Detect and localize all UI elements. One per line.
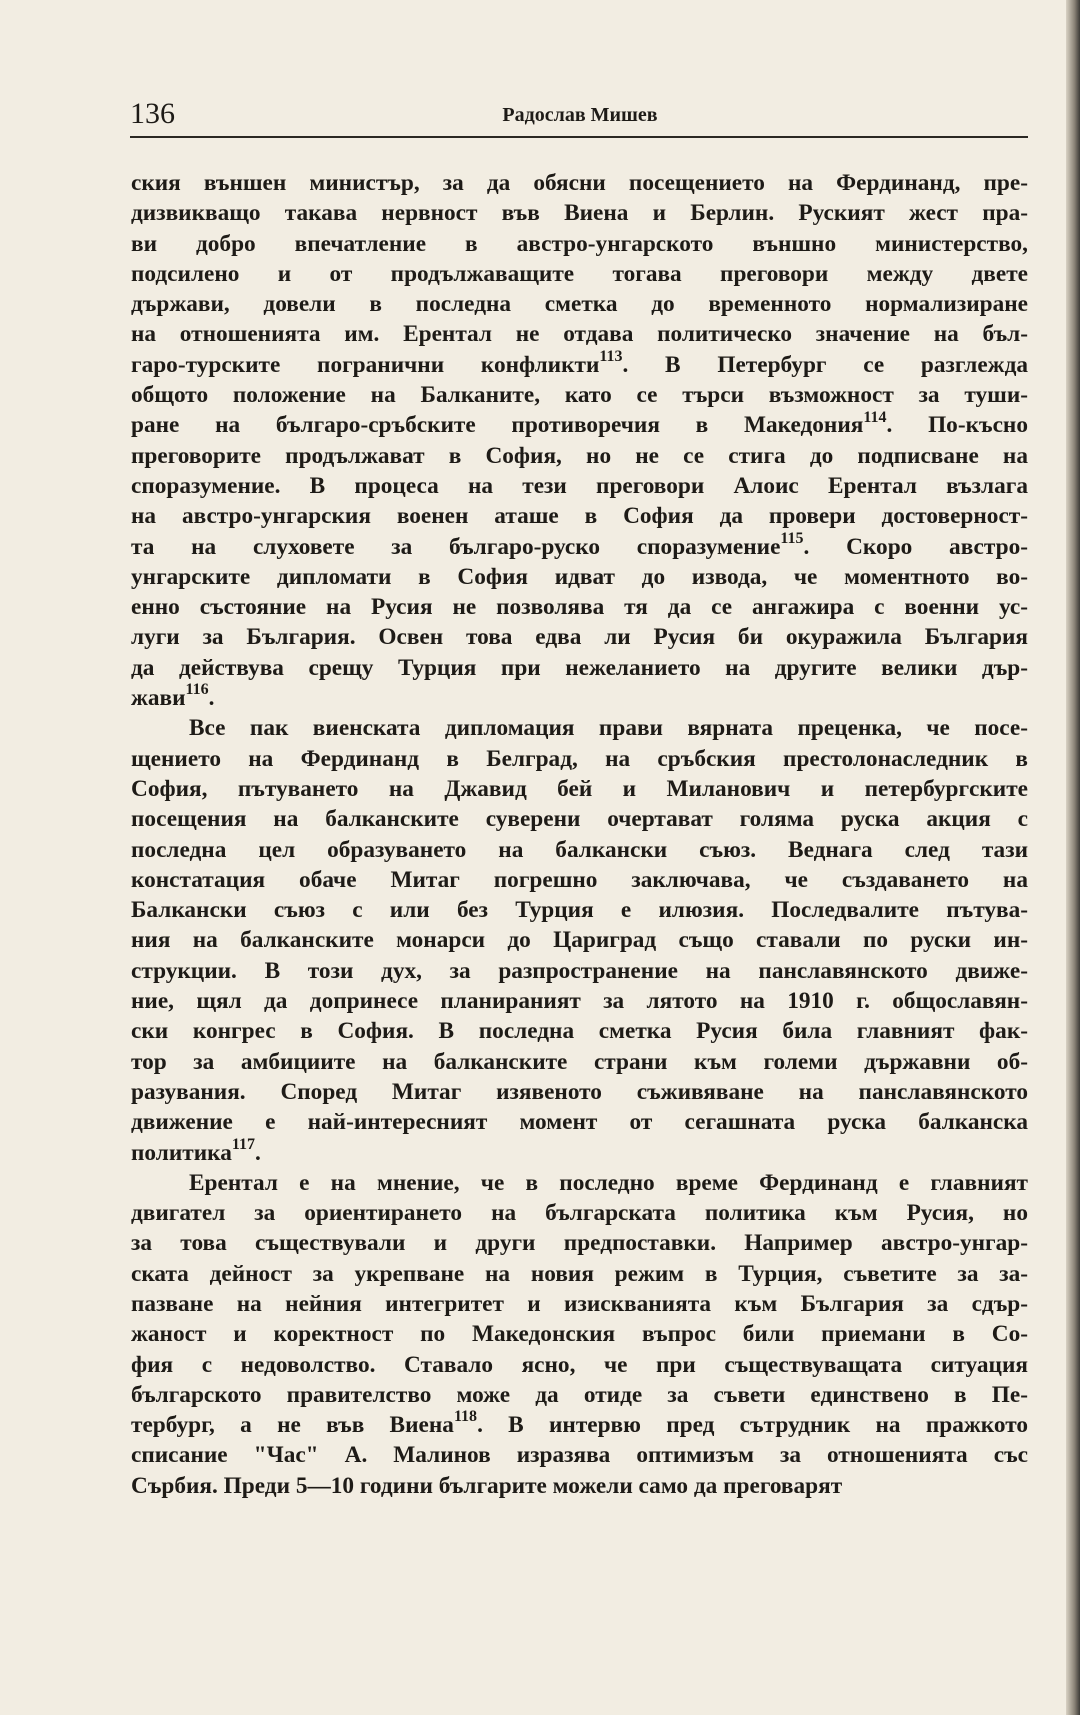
line-text-continued: . bbox=[254, 1139, 261, 1166]
line-text: дизвикващо такава нервност във Виена и Берлин. Руският жест пра- bbox=[131, 200, 1028, 227]
line-text: списание "Час" А. Малинов изразява оптимизъм за отношенията със bbox=[131, 1442, 1028, 1469]
text-line bbox=[131, 1168, 1028, 1198]
line-text: унгарските дипломати в София идват до извода, че моментното во- bbox=[131, 563, 1028, 590]
line-text: та на слуховете за българо-руско споразумение bbox=[131, 533, 781, 560]
text-line bbox=[131, 1228, 1028, 1258]
text-line bbox=[131, 774, 1028, 804]
line-text: тор за амбициите на балканските страни към големи държавни об- bbox=[131, 1048, 1028, 1075]
text-line bbox=[131, 653, 1028, 683]
line-text: гаро-турските погранични конфликти bbox=[131, 351, 600, 378]
text-line bbox=[131, 259, 1028, 289]
text-line bbox=[131, 1107, 1028, 1137]
text-line bbox=[131, 1259, 1028, 1289]
paragraph bbox=[131, 713, 1028, 1167]
footnote-marker: 114 bbox=[863, 408, 887, 426]
line-text: жаност и коректност по Македонския въпрос били приемани в Со- bbox=[131, 1321, 1028, 1348]
line-text: тербург, а не във Виена bbox=[131, 1412, 454, 1439]
text-line bbox=[131, 804, 1028, 834]
footnote-marker: 116 bbox=[185, 681, 209, 699]
line-text: подсилено и от продължаващите тогава преговори между двете bbox=[131, 260, 1028, 287]
paragraph bbox=[131, 1168, 1028, 1501]
page-number: 136 bbox=[130, 97, 175, 130]
line-text: на австро-унгарския военен аташе в София да провери достоверност- bbox=[131, 503, 1028, 530]
line-text: ви добро впечатление в австро-унгарското външно министерство, bbox=[131, 230, 1028, 257]
text-line bbox=[131, 471, 1028, 501]
page-header bbox=[130, 96, 1030, 136]
line-text: разувания. Според Митаг изявеното съживяване на панславянското bbox=[131, 1078, 1028, 1105]
text-line bbox=[131, 1350, 1028, 1380]
line-text: споразумение. В процеса на тези преговори Алоис Ерентал възлага bbox=[131, 472, 1028, 499]
line-text-continued: . bbox=[208, 685, 215, 712]
page-edge-shadow bbox=[1066, 0, 1080, 1715]
line-text: преговорите продължават в София, но не се стига до подписване на bbox=[131, 442, 1028, 469]
footnote-marker: 118 bbox=[453, 1408, 478, 1426]
text-line bbox=[131, 289, 1028, 319]
text-line bbox=[131, 562, 1028, 592]
text-line bbox=[131, 1047, 1028, 1077]
text-line bbox=[131, 1380, 1028, 1410]
line-text: за това съществували и други предпоставки. Например австро-унгар- bbox=[131, 1230, 1028, 1257]
line-text: Все пак виенската дипломация прави вярната преценка, че посе- bbox=[189, 715, 1028, 742]
line-text: енно състояние на Русия не позволява тя да се ангажира с военни ус- bbox=[131, 594, 1028, 621]
line-text: пазване на нейния интегритет и изискванията към България за сдър- bbox=[131, 1290, 1028, 1317]
line-text-continued: . По-късно bbox=[886, 412, 1029, 439]
line-text: щението на Фердинанд в Белград, на сръбския престолонаследник в bbox=[131, 745, 1028, 772]
text-line bbox=[131, 683, 1028, 713]
text-line bbox=[131, 441, 1028, 471]
line-text: на отношенията им. Ерентал не отдава политическо значение на бъл- bbox=[131, 321, 1028, 348]
footnote-marker: 115 bbox=[780, 529, 804, 547]
line-text: ране на българо-сръбските противоречия в Македония bbox=[131, 412, 864, 439]
body-text bbox=[131, 168, 1028, 1501]
line-text: двигател за ориентирането на българската политика към Русия, но bbox=[131, 1200, 1028, 1227]
text-line bbox=[131, 865, 1028, 895]
line-text: последна цел образуването на балкански съюз. Веднага след тази bbox=[131, 836, 1028, 863]
text-line bbox=[131, 501, 1028, 531]
text-line bbox=[131, 835, 1028, 865]
text-line bbox=[131, 744, 1028, 774]
line-text: ската дейност за укрепване на новия режим в Турция, съветите за за- bbox=[131, 1260, 1028, 1287]
line-text: Балкански съюз с или без Турция е илюзия. Последвалите пътува- bbox=[131, 897, 1028, 924]
text-line bbox=[131, 1289, 1028, 1319]
text-line bbox=[131, 380, 1028, 410]
text-line bbox=[131, 350, 1028, 380]
line-text: Ерентал е на мнение, че в последно време Фердинанд е главният bbox=[189, 1169, 1028, 1196]
text-line bbox=[131, 713, 1028, 743]
line-text: държави, довели в последна сметка до временното нормализиране bbox=[131, 291, 1028, 318]
line-text-continued: . В интервю пред сътрудник на пражкото bbox=[477, 1412, 1028, 1439]
line-text-continued: . Скоро австро- bbox=[803, 533, 1028, 560]
line-text: Сърбия. Преди 5—10 години българите можели само да преговарят bbox=[131, 1472, 843, 1499]
line-text: общото положение на Балканите, като се търси възможност за туши- bbox=[131, 382, 1028, 409]
line-text: ние, щял да допринесе планираният за лятото на 1910 г. общославян- bbox=[131, 988, 1028, 1015]
footnote-marker: 117 bbox=[231, 1135, 255, 1153]
line-text: политика bbox=[131, 1139, 232, 1166]
running-title: Радослав Мишев bbox=[502, 104, 658, 126]
text-line bbox=[131, 229, 1028, 259]
text-line bbox=[131, 592, 1028, 622]
text-line bbox=[131, 529, 1028, 562]
text-line bbox=[131, 986, 1028, 1016]
text-line bbox=[131, 198, 1028, 228]
line-text: ски конгрес в София. В последна сметка Русия била главният фак- bbox=[131, 1018, 1028, 1045]
text-line bbox=[131, 319, 1028, 349]
line-text: луги за България. Освен това едва ли Русия би окуражила България bbox=[131, 624, 1028, 651]
text-line bbox=[131, 895, 1028, 925]
text-line bbox=[131, 1319, 1028, 1349]
line-text: да действува срещу Турция при нежеланието на другите велики дър- bbox=[131, 654, 1028, 681]
text-line bbox=[131, 622, 1028, 652]
line-text: жави bbox=[131, 685, 186, 712]
text-line bbox=[131, 1198, 1028, 1228]
paragraph bbox=[131, 168, 1028, 713]
text-line bbox=[131, 1077, 1028, 1107]
text-line bbox=[131, 1440, 1028, 1470]
text-line bbox=[131, 410, 1028, 440]
line-text: българското правителство може да отиде за съвети единствено в Пе- bbox=[131, 1381, 1028, 1408]
line-text: движение е най-интересният момент от сегашната руска балканска bbox=[131, 1109, 1028, 1136]
text-line bbox=[131, 1016, 1028, 1046]
footnote-marker: 113 bbox=[599, 348, 623, 366]
line-text: струкции. В този дух, за разпространение на панславянското движе- bbox=[131, 957, 1028, 984]
header-rule bbox=[130, 136, 1028, 138]
line-text: ския външен министър, за да обясни посещението на Фердинанд, пре- bbox=[131, 170, 1028, 196]
text-line bbox=[131, 1471, 1028, 1501]
text-line bbox=[131, 168, 1028, 198]
line-text: посещения на балканските суверени очертават голяма руска акция с bbox=[131, 806, 1028, 833]
text-line bbox=[131, 925, 1028, 955]
line-text: София, пътуването на Джавид бей и Миланович и петербургските bbox=[131, 775, 1028, 802]
line-text: фия с недоволство. Ставало ясно, че при съществуващата ситуация bbox=[131, 1351, 1028, 1378]
text-line bbox=[131, 956, 1028, 986]
line-text-continued: . В Петербург се разглежда bbox=[622, 351, 1029, 378]
text-line bbox=[131, 1410, 1028, 1440]
text-line bbox=[131, 1135, 1028, 1168]
line-text: констатация обаче Митаг погрешно заключава, че създаването на bbox=[131, 866, 1028, 893]
line-text: ния на балканските монарси до Цариград също ставали по руски ин- bbox=[131, 927, 1028, 954]
